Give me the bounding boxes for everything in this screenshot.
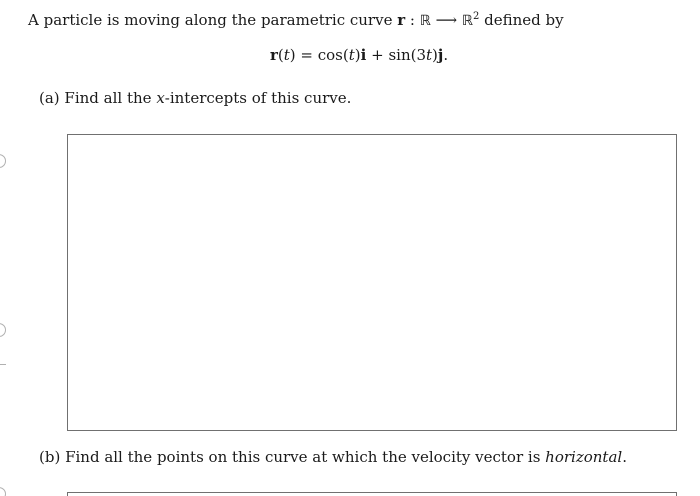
intro-text-before: A particle is moving along the parametric curve [28, 11, 398, 29]
intro-colon: : [405, 11, 420, 29]
vector-r: r [397, 11, 406, 29]
eq-sin: + sin(3 [366, 46, 426, 64]
eq-t1: t [348, 46, 355, 64]
eq-paren-open: ( [277, 46, 284, 64]
problem-intro [28, 11, 564, 30]
codomain-exponent: 2 [472, 11, 480, 22]
question-b-text-before: Find all the points on this curve at which the velocity vector is [60, 448, 546, 466]
parametric-equation [270, 46, 448, 64]
eq-cos: ) = cos( [289, 46, 349, 64]
question-a-text-before: Find all the [59, 89, 157, 107]
domain-reals: ℝ [419, 13, 431, 29]
margin-tick-mark [0, 364, 6, 365]
margin-ring-mark [0, 154, 6, 168]
margin-ring-mark [0, 487, 6, 496]
eq-i: i [360, 46, 367, 64]
eq-end: . [443, 46, 449, 64]
intro-text-after: defined by [479, 11, 564, 29]
margin-ring-mark [0, 323, 6, 337]
eq-j: j [437, 46, 444, 64]
question-b-label: (b) [39, 448, 61, 466]
eq-t2: t [426, 46, 433, 64]
question-b-emph: horizontal [545, 448, 623, 466]
answer-box-b[interactable] [67, 492, 677, 496]
mapping-arrow: ⟶ [430, 11, 462, 29]
eq-mid3: ) [432, 46, 438, 64]
answer-box-a[interactable] [67, 134, 677, 431]
question-a-label: (a) [39, 89, 60, 107]
eq-mid1: ) [354, 46, 361, 64]
question-a [39, 89, 351, 107]
question-b [39, 448, 627, 466]
question-a-var: x [156, 89, 165, 107]
codomain-reals: ℝ [461, 13, 473, 29]
question-a-text-after: -intercepts of this curve. [164, 89, 352, 107]
eq-r: r [270, 46, 278, 64]
eq-t: t [283, 46, 290, 64]
question-b-text-after: . [622, 448, 627, 466]
